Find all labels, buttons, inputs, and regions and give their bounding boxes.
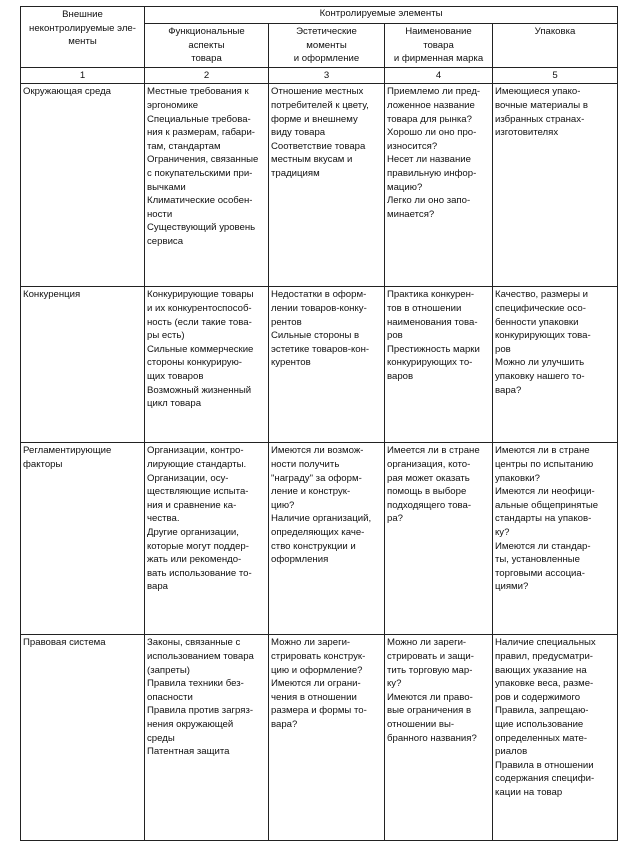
cell-line: Имеющиеся упако- [495,86,581,98]
cell-line: рентов [271,316,302,328]
cell-line: упаковки? [495,472,540,484]
cell-line: эргономике [147,99,199,111]
cell-line: кации на товар [495,786,563,798]
cell-line: вычками [147,181,186,193]
cell-line: нения окружающей [147,718,234,730]
cell-line: Хорошо ли оно про- [387,127,477,139]
cell-line: там, стандартам [147,140,221,152]
cell-line: Законы, связанные с [147,637,241,649]
cell-line: Существующий уровень [147,222,256,234]
cell-line: специфические осо- [495,302,586,314]
cell-line: Внешние [62,9,103,20]
cell-line: стороны конкурирую- [147,357,242,369]
cell-line: жать или рекомендо- [147,554,242,566]
cell-line: Ограничения, связанные [147,154,259,166]
controlled-group-header: Контролируемые элементы [145,7,618,24]
cell-line: Имеются ли ограни- [271,678,361,690]
table-cell [145,635,269,841]
cell-line: ния к размерам, габари- [147,127,255,139]
table-cell [385,635,493,841]
cell-line: определенных мате- [495,732,588,744]
cell-line: Правила в отношении [495,759,594,771]
row-label [21,635,145,841]
cell-line: товара [423,39,454,51]
cell-line: Имеются ли неофици- [495,486,595,498]
cell-line: лирующие стандарты. [147,458,247,470]
cell-line: Специальные требова- [147,113,251,125]
cell-line: цию? [271,499,295,511]
table-cell [385,84,493,287]
cell-line: вающих указание на [495,664,587,676]
cell-line: вочные материалы в [495,99,588,111]
cell-line: ров [495,343,511,355]
table-cell [269,287,385,443]
cell-line: и фирменная марка [393,53,484,65]
table-cell [493,635,618,841]
cell-line: Наличие организаций, [271,513,372,525]
col-functional-header [145,24,269,68]
table-cell [385,443,493,635]
cell-line: ры есть) [147,330,185,342]
cell-line: бенности упаковки [495,316,579,328]
cell-line: цию и оформление? [271,664,363,676]
cell-line: содержания специфи- [495,773,595,785]
cell-line: конкурирующих то- [387,357,473,369]
col-name-header [385,24,493,68]
cell-line: Недостатки в оформ- [271,289,367,301]
cell-line: ществляющие испыта- [147,486,249,498]
cell-line: щих товаров [147,370,204,382]
cell-line: Возможный жизненный [147,384,252,396]
cell-line: вать использование то- [147,567,252,579]
cell-line: Престижность марки [387,343,480,355]
cell-line: потребителей к цвету, [271,99,369,111]
cell-line: упаковку нашего то- [495,370,585,382]
cell-line: Местные требования к [147,86,249,98]
cell-line: размера и формы то- [271,705,367,717]
cell-line: Функциональные [168,26,245,37]
table-cell [145,287,269,443]
cell-line: стандарты на упаков- [495,513,592,525]
table-cell [493,84,618,287]
cell-line: ности [147,208,173,220]
cell-line: сервиса [147,235,184,247]
cell-line: Наименование [405,26,472,37]
cell-line: тов в отношении [387,302,462,314]
col-number: 3 [269,67,385,84]
cell-line: вара? [495,384,522,396]
cell-line: Сильные стороны в [271,330,360,342]
col-aesthetic-header [269,24,385,68]
cell-line: Окружающая среда [23,86,112,98]
cell-line: Приемлемо ли пред- [387,86,481,98]
table-cell [493,287,618,443]
cell-line: подходящего това- [387,499,472,511]
cell-line: наименования това- [387,316,478,328]
row-label [21,84,145,287]
cell-line: Можно ли улучшить [495,357,585,369]
table-cell [269,84,385,287]
cell-line: Можно ли зареги- [387,637,467,649]
cell-line: Можно ли зареги- [271,637,351,649]
cell-line: избранных странах- [495,113,585,125]
cell-line: Климатические особен- [147,195,253,207]
cell-line: мацию? [387,181,423,193]
cell-line: Имеются ли возмож- [271,445,364,457]
cell-line: среды [147,732,175,744]
col-number: 5 [493,67,618,84]
table-row [21,84,618,287]
cell-line: Наличие специальных [495,637,596,649]
cell-line: стрировать и защи- [387,650,474,662]
table-cell [145,84,269,287]
cell-line: Практика конкурен- [387,289,475,301]
cell-line: Конкурирующие товары [147,289,254,301]
cell-line: ты, установленные [495,554,580,566]
cell-line: Имеются ли стандар- [495,540,591,552]
table-row [21,635,618,841]
cell-line: Несет ли название [387,154,472,166]
cell-line: вара? [271,718,298,730]
cell-line: Организации, осу- [147,472,229,484]
cell-line: минается? [387,208,435,220]
cell-line: стрировать конструк- [271,650,366,662]
cell-line: помощь в выборе [387,486,467,498]
cell-line: рая может оказать [387,472,470,484]
cell-line: местным вкусам и [271,154,353,166]
cell-line: Упаковка [534,26,576,37]
cell-line: ку? [387,678,402,690]
cell-line: ность (если такие това- [147,316,252,328]
cell-line: торговыми ассоциа- [495,567,585,579]
cell-line: неконтролируемые эле- [29,22,136,34]
cell-line: Качество, размеры и [495,289,589,301]
cell-line: отношении вы- [387,718,455,730]
col-number: 4 [385,67,493,84]
cell-line: Правила техники без- [147,678,244,690]
cell-line: упаковке веса, разме- [495,678,594,690]
cell-line: Имеются ли право- [387,691,473,703]
cell-line: правильную инфор- [387,167,477,179]
corner-header [21,7,145,68]
cell-line: моменты [306,39,347,51]
cell-line: и их конкурентоспособ- [147,302,252,314]
cell-line: Эстетические [296,26,357,37]
cell-line: тить торговую мар- [387,664,473,676]
cell-line: ство конструкции и [271,540,356,552]
row-label [21,287,145,443]
cell-line: центры по испытанию [495,458,594,470]
cell-line: Отношение местных [271,86,364,98]
cell-line: товара для рынка? [387,113,472,125]
cell-line: ния и сравнение ка- [147,499,237,511]
cell-line: бранного названия? [387,732,477,744]
cell-line: Другие организации, [147,526,239,538]
cell-line: ложенное название [387,99,475,111]
cell-line: аспекты [188,39,225,51]
cell-line: ку? [495,526,510,538]
cell-line: лении товаров-конку- [271,302,367,314]
cell-line: опасности [147,691,193,703]
cell-line: курентов [271,357,311,369]
cell-line: Легко ли оно запо- [387,195,471,207]
cell-line: Имеются ли в стране [495,445,590,457]
cell-line: конкурирующих това- [495,330,591,342]
cell-line: щие использование [495,718,584,730]
cell-line: чения в отношении [271,691,357,703]
cell-line: альные общепринятые [495,499,599,511]
cell-line: Организации, контро- [147,445,244,457]
cell-line: ление и конструк- [271,486,351,498]
cell-line: износится? [387,140,438,152]
cell-line: варов [387,370,414,382]
cell-line: цикл товара [147,398,202,410]
cell-line: традициям [271,167,320,179]
cell-line: менты [68,36,97,48]
cell-line: изготовителях [495,127,559,139]
table-cell [385,287,493,443]
cell-line: организация, кото- [387,458,471,470]
cell-line: Правовая система [23,637,106,649]
cell-line: определяющих каче- [271,526,365,538]
cell-line: которые могут поддер- [147,540,249,552]
table-cell [145,443,269,635]
cell-line: и оформление [293,53,360,65]
col-package-header [493,24,618,68]
cell-line: циями? [495,581,529,593]
cell-line: Соответствие товара [271,140,366,152]
cell-line: чества. [147,513,180,525]
table-row [21,443,618,635]
cell-line: Имеется ли в стране [387,445,480,457]
cell-line: виду товара [271,127,326,139]
cell-line: факторы [23,458,63,470]
table-cell [269,635,385,841]
cell-line: вые ограничения в [387,705,472,717]
cell-line: Регламентирующие [23,445,112,457]
cell-line: "награду" за оформ- [271,472,362,484]
cell-line: с покупательскими при- [147,167,253,179]
cell-line: (запреты) [147,664,190,676]
cell-line: товара [191,53,222,65]
cell-line: риалов [495,746,528,758]
cell-line: Патентная защита [147,746,230,758]
col-number: 2 [145,67,269,84]
col-number: 1 [21,67,145,84]
table-cell [269,443,385,635]
cell-line: Правила, запрещаю- [495,705,589,717]
cell-line: вара [147,581,168,593]
cell-line: использованием товара [147,650,254,662]
cell-line: форме и внешнему [271,113,358,125]
cell-line: ра? [387,513,404,525]
row-label [21,443,145,635]
cell-line: оформления [271,554,329,566]
cell-line: эстетике товаров-кон- [271,343,370,355]
cell-line: правил, предусматри- [495,650,593,662]
cell-line: Конкуренция [23,289,81,301]
elements-table [20,6,618,841]
table-row [21,287,618,443]
cell-line: ров [387,330,403,342]
table-cell [493,443,618,635]
cell-line: Правила против загряз- [147,705,254,717]
cell-line: ров и содержимого [495,691,581,703]
cell-line: ности получить [271,458,340,470]
cell-line: Сильные коммерческие [147,343,254,355]
